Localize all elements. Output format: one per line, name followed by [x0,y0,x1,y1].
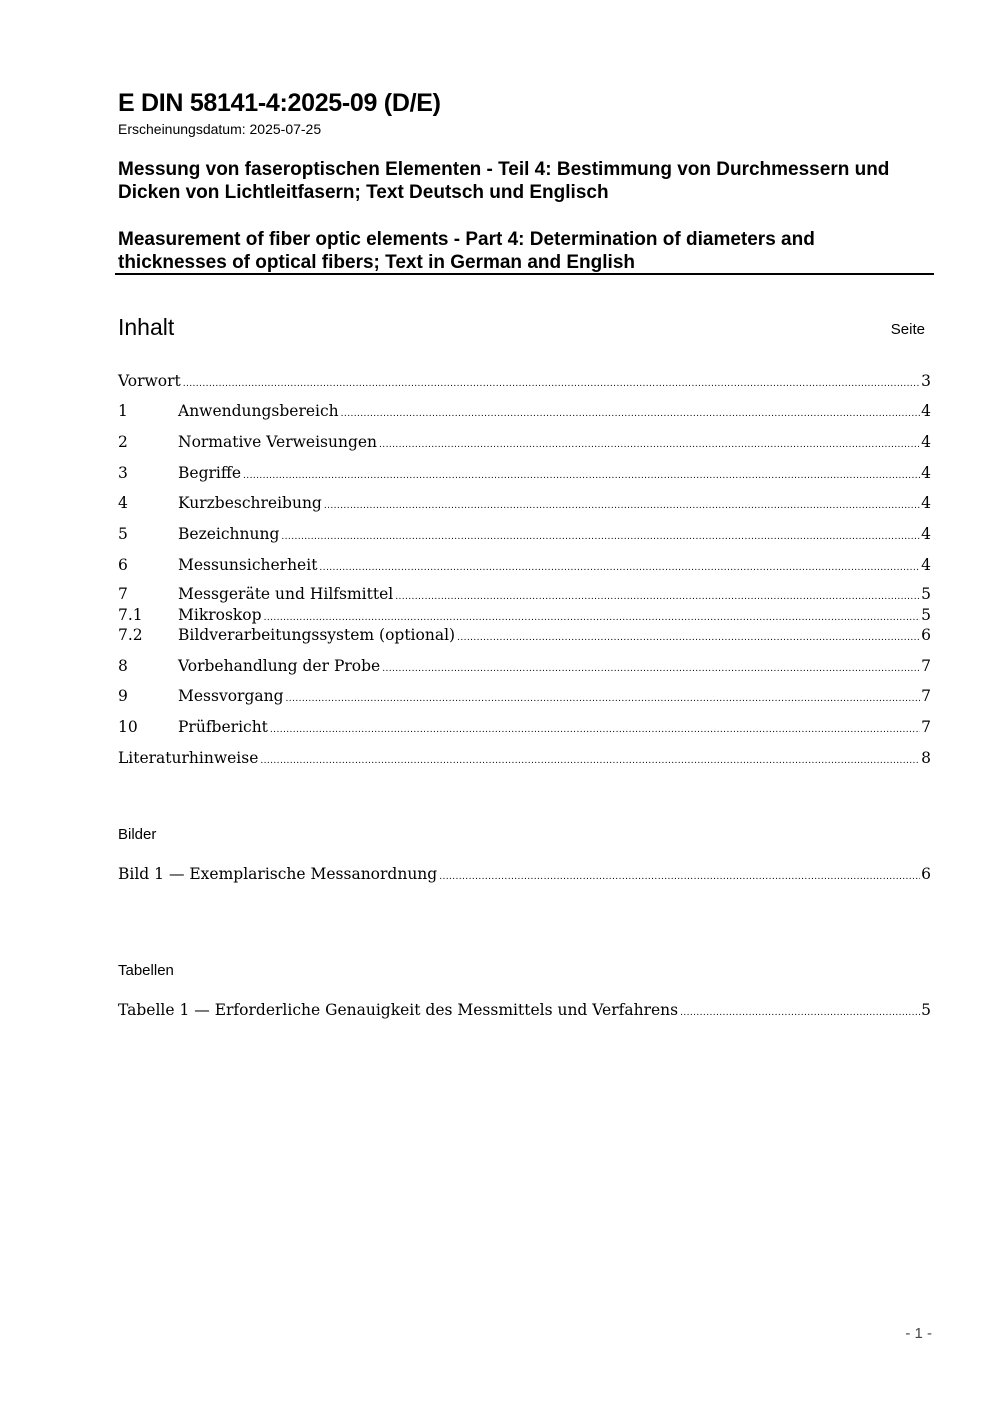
toc-entry-number: 7.1 [118,606,143,624]
toc-entry-label: Messgeräte und Hilfsmittel [178,585,394,603]
toc-leader [324,496,920,516]
toc-entry-label: Bezeichnung [178,525,280,543]
figures-heading: Bilder [118,826,157,843]
toc-entry-2[interactable] [118,432,931,452]
toc-entry-page: 5 [921,606,931,624]
release-date: Erscheinungsdatum: 2025-07-25 [118,121,322,137]
toc-entry-literaturhinweise[interactable] [118,748,931,768]
toc-entry-number: 4 [118,494,128,512]
page-number: - 1 - [905,1325,932,1342]
toc-entry-number: 7.2 [118,626,143,644]
toc-leader [281,527,920,547]
toc-leader [286,689,921,709]
toc-entry-label: Normative Verweisungen [178,433,378,451]
toc-entry-page: 6 [921,626,931,644]
toc-entry-page: 7 [921,657,931,675]
tables-heading: Tabellen [118,962,174,979]
toc-entry-number: 5 [118,525,128,543]
toc-entry-label: Bildverarbeitungssystem (optional) [178,626,456,644]
toc-leader [395,587,920,607]
toc-entry-page: 4 [921,525,931,543]
title-german: Messung von faseroptischen Elementen - Teil 4: Bestimmung von Durchmessern und Dicken von Lichtleitfasern; Text Deutsch und Englisch [118,159,890,203]
toc-entry-page: 7 [921,718,931,736]
toc-entry-label: Messunsicherheit [178,556,318,574]
toc-entry-label: Vorbehandlung der Probe [178,657,381,675]
toc-entry-number: 6 [118,556,128,574]
toc-leader [243,466,920,486]
toc-leader [260,751,920,771]
toc-entry-page: 8 [921,749,931,767]
toc-entry-label: Mikroskop [178,606,262,624]
toc-entry-number: 10 [118,718,138,736]
figure-entry-label: Bild 1 — Exemplarische Messanordnung [118,865,438,883]
toc-entry-page: 4 [921,556,931,574]
toc-entry-page: 4 [921,464,931,482]
toc-entry-label: Kurzbeschreibung [178,494,322,512]
toc-entry-page: 7 [921,687,931,705]
toc-entry-number: 8 [118,657,128,675]
toc-entry-number: 3 [118,464,128,482]
toc-entry-label: Messvorgang [178,687,284,705]
toc-entry-7-2[interactable] [118,625,931,645]
toc-leader [183,374,920,394]
toc-entry-page: 4 [921,433,931,451]
table-entry-1[interactable] [118,1000,931,1020]
title-english: Measurement of fiber optic elements - Part 4: Determination of diameters and thicknesses of optical fibers; Text in German and English [118,229,815,273]
toc-entry-10[interactable] [118,717,931,737]
toc-leader [457,628,920,648]
table-entry-page: 5 [921,1001,931,1019]
toc-entry-page: 4 [921,494,931,512]
toc-leader [382,659,920,679]
toc-entry-number: 9 [118,687,128,705]
toc-entry-vorwort[interactable] [118,371,931,391]
toc-entry-label: Anwendungsbereich [178,402,339,420]
toc-entry-1[interactable] [118,401,931,421]
toc-entry-label: Vorwort [118,372,181,390]
document-id: E DIN 58141-4:2025-09 (D/E) [118,89,441,117]
toc-entry-page: 5 [921,585,931,603]
toc-entry-number: 2 [118,433,128,451]
toc-leader [270,720,920,740]
toc-entry-5[interactable] [118,524,931,544]
toc-heading: Inhalt [118,314,175,340]
toc-entry-9[interactable] [118,686,931,706]
toc-entry-label: Literaturhinweise [118,749,259,767]
toc-entry-page: 4 [921,402,931,420]
figure-entry-1[interactable] [118,864,931,884]
toc-entry-number: 7 [118,585,128,603]
toc-entry-number: 1 [118,402,128,420]
toc-leader [379,435,920,455]
toc-entry-6[interactable] [118,555,931,575]
toc-entry-label: Begriffe [178,464,242,482]
figure-entry-page: 6 [921,865,931,883]
toc-entry-4[interactable] [118,493,931,513]
toc-leader [680,1003,920,1023]
table-entry-label: Tabelle 1 — Erforderliche Genauigkeit des Messmittels und Verfahrens [118,1001,679,1019]
toc-leader [341,404,920,424]
toc-entry-page: 3 [921,372,931,390]
header-divider [115,273,934,275]
toc-entry-8[interactable] [118,656,931,676]
toc-entry-label: Prüfbericht [178,718,268,736]
toc-leader [439,867,920,887]
page-column-label: Seite [890,321,925,338]
toc-entry-3[interactable] [118,463,931,483]
toc-leader [319,558,920,578]
toc-entry-7-1[interactable] [118,605,931,625]
toc-entry-7[interactable] [118,584,931,604]
